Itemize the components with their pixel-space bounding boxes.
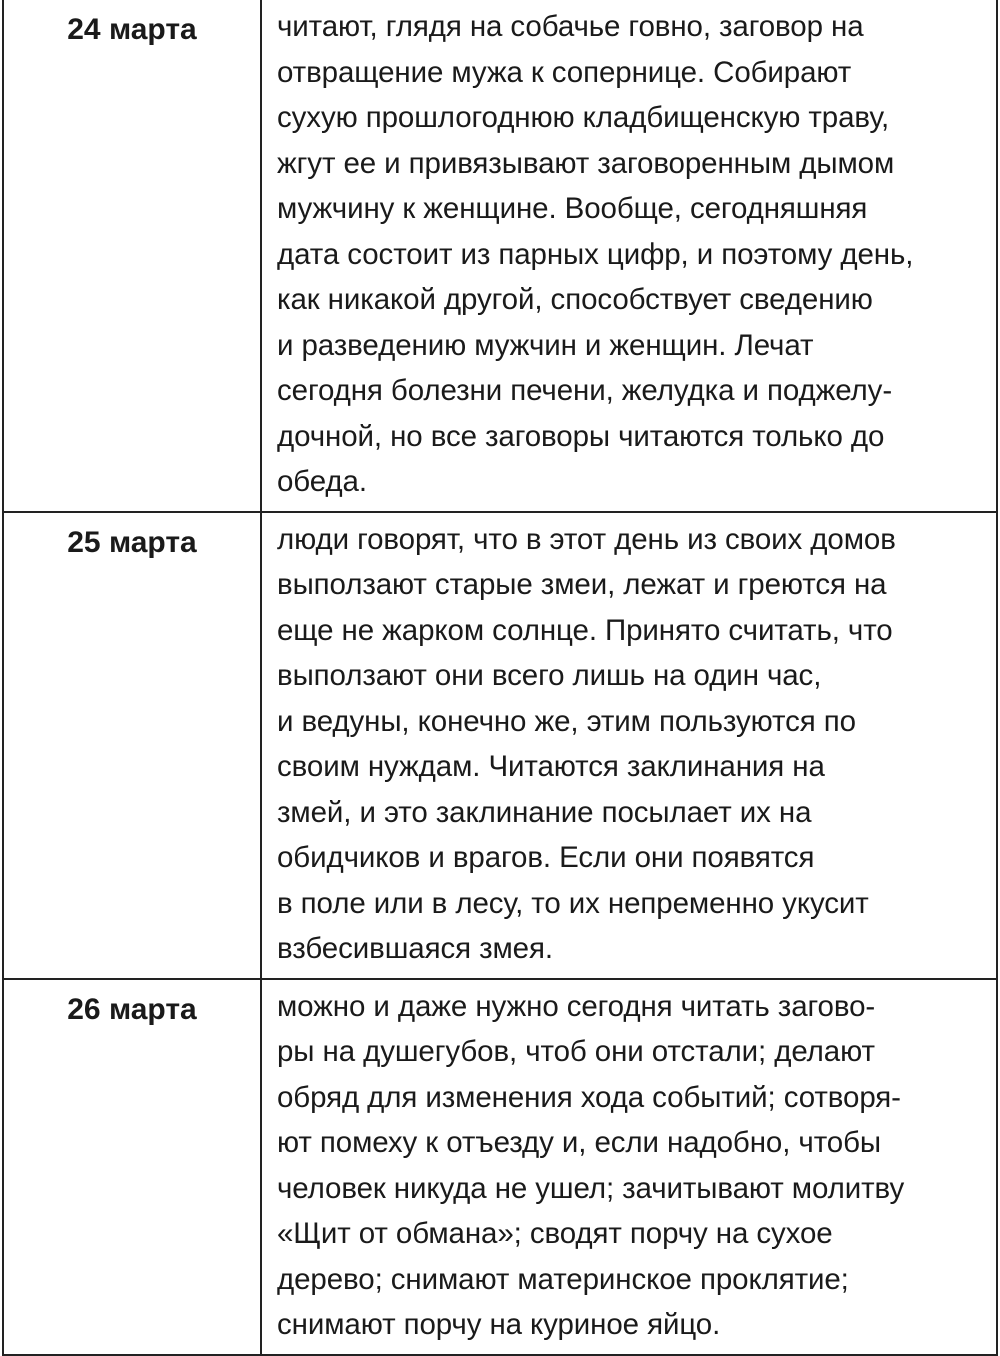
text-line: обидчиков и врагов. Если они появятся [277,841,815,874]
text-line: ют помеху к отъезду и, если надобно, чтобы [277,1126,881,1159]
text-line: дерево; снимают материнское проклятие; [277,1262,849,1296]
text-line: мужчину к женщине. Вообще, сегодняшняя [277,192,868,225]
date-cell: 25 марта [3,512,261,979]
text-line: змей, и это заклинание посылает их на [277,795,812,829]
text-line: и разведению мужчин и женщин. Лечат [277,328,814,362]
text-line: снимают порчу на куриное яйцо. [277,1308,721,1341]
text-line: человек никуда не ушел; зачитывают молитву [277,1171,905,1205]
text-line: отвращение мужа к сопернице. Собирают [277,55,852,89]
description-cell [261,512,997,979]
table-row [3,512,997,979]
description-cell [261,979,997,1355]
text-line: ры на душегубов, чтоб они отстали; делают [277,1035,875,1068]
text-line: и ведуны, конечно же, этим пользуются по [277,704,856,738]
text-line: своим нуждам. Читаются заклинания на [277,750,825,783]
text-line: «Щит от обмана»; сводят порчу на сухое [277,1217,833,1250]
text-line: выползают старые змеи, лежат и греются на [277,568,887,601]
text-line: люди говорят, что в этот день из своих домов [277,522,896,556]
text-line: дата состоит из парных цифр, и поэтому день, [277,237,914,271]
text-line: взбесившаяся змея. [277,932,553,965]
text-line: дочной, но все заговоры читаются только до [277,419,885,453]
table-row [3,979,997,1355]
text-line: в поле или в лесу, то их непременно укусит [277,886,869,920]
text-line: читают, глядя на собачье говно, заговор на [277,10,864,43]
text-line: обряд для изменения хода событий; сотворя- [277,1080,901,1114]
text-line: обеда. [277,465,367,498]
text-line: жгут ее и привязывают заговоренным дымом [277,146,895,180]
date-cell: 26 марта [3,979,261,1355]
text-line: еще не жарком солнце. Принято считать, что [277,613,893,647]
text-line: как никакой другой, способствует сведению [277,283,873,316]
text-line: сегодня болезни печени, желудка и поджелу- [277,374,893,407]
date-cell: 24 марта [3,0,261,512]
text-line: выползают они всего лишь на один час, [277,659,822,692]
text-line: сухую прошлогоднюю кладбищенскую траву, [277,101,890,134]
text-line: можно и даже нужно сегодня читать загово- [277,989,876,1023]
table-row [3,0,997,512]
calendar-table [2,0,998,1356]
description-cell [261,0,997,512]
